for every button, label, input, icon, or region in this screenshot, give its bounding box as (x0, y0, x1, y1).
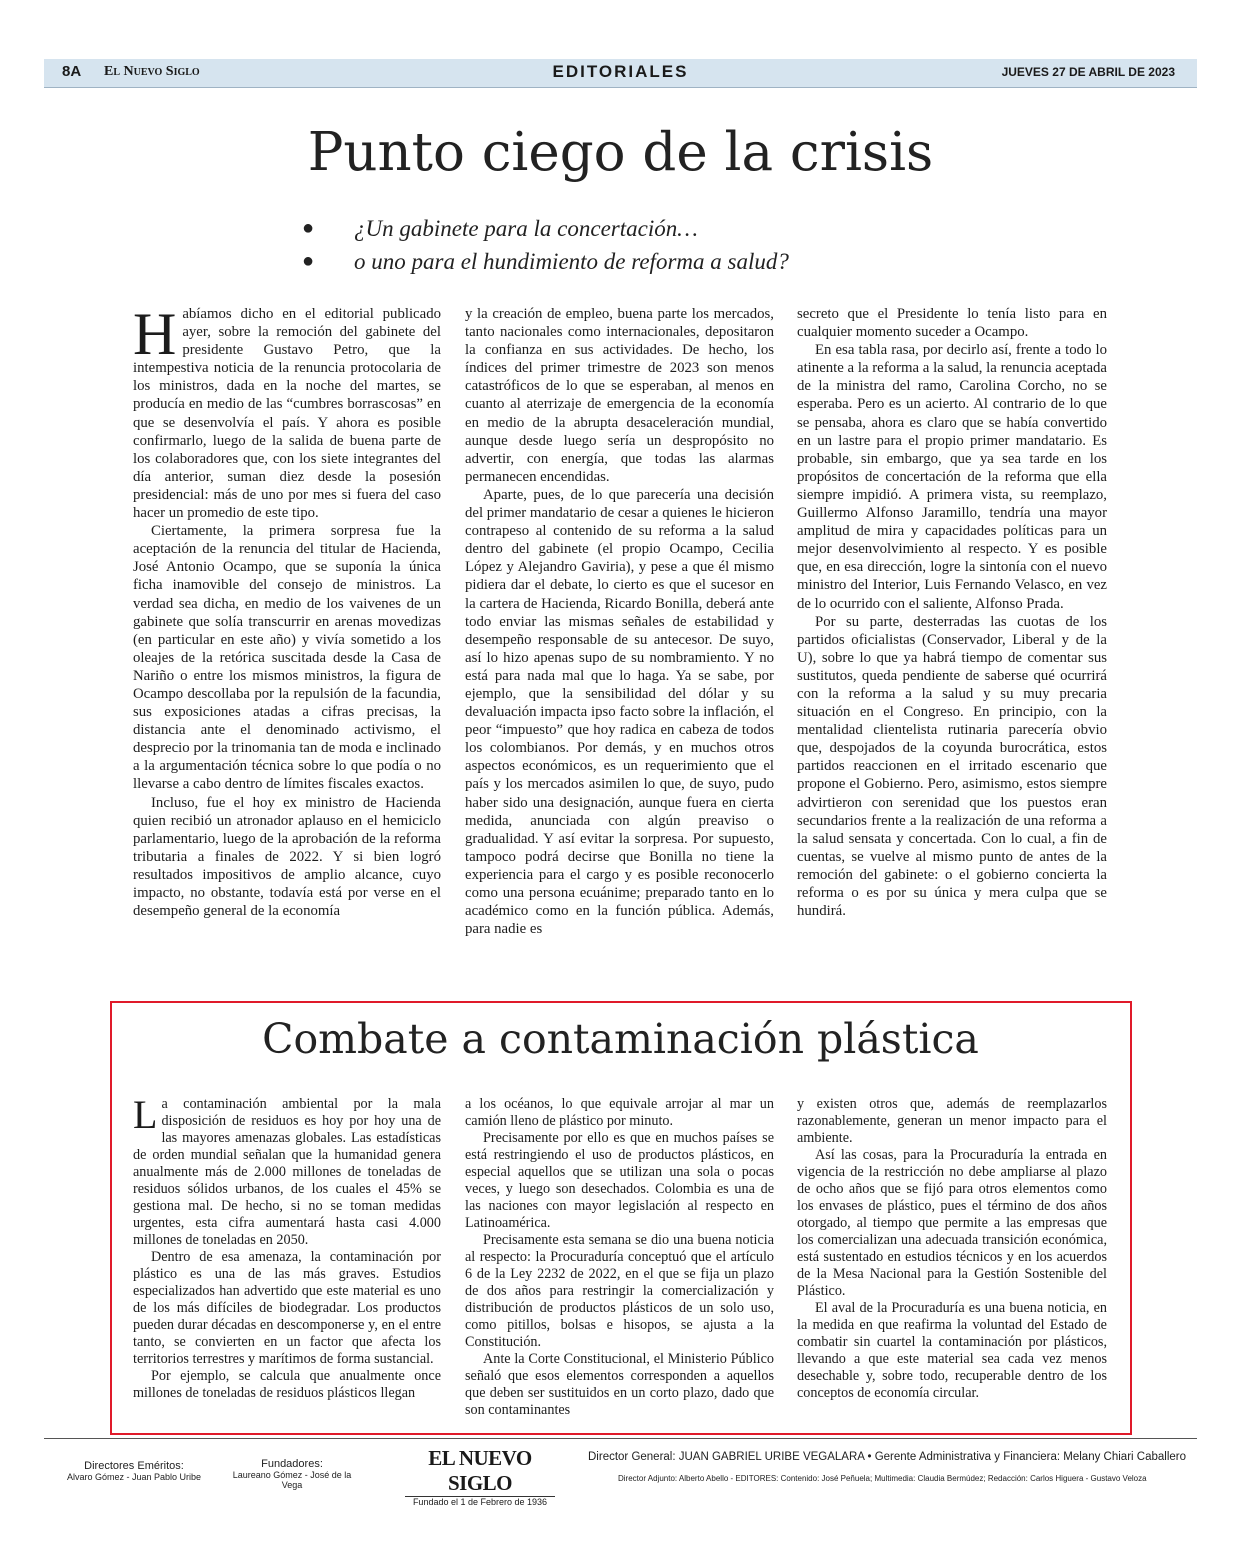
paragraph: Precisamente por ello es que en muchos países se está restringiendo el uso de productos plásticos, en especial aquellos que se utilizan una sola o pocas veces, y luego son desechados. Colombia es una de las naciones con mayor legislación al respecto en Latinoamérica. (465, 1130, 774, 1231)
editorial1-title: Punto ciego de la crisis (307, 122, 934, 183)
editorial1-column-2 (465, 305, 774, 938)
paragraph: Por su parte, desterradas las cuotas de los partidos oficialistas (Conservador, Liberal y de la U), sobre lo que ya habrá tiempo de comentar sus sustitutos, queda pendiente de saberse qué ocurrirá con la reforma a la salud y su muy precaria situación en el Congreso. En principio, con la mentalidad clientelista rutinaria parecería obvio que, despojados de la coyunda burocrática, estos partidos reaccionen en el irritado escenario que propone el Gobierno. Pero, asimismo, estos siempre advirtieron con serenidad que los puestos eran secundarios frente a la realización de una reforma a la salud sensata y concertada. Con lo cual, a fin de cuentas, se vuelve al mismo punto de antes de la remoción del gabinete: o el gobierno concierta la reforma o es por su única y mera culpa que se hundirá. (797, 613, 1107, 920)
staff-line: Director Adjunto: Alberto Abello - EDITORES: Contenido: José Peñuela; Multimedia: Claudia Bermúdez; Redacción: Carlos Higuera - Gustavo Veloza (618, 1474, 1147, 1483)
footer-founders (222, 1458, 362, 1490)
issue-date: JUEVES 27 DE ABRIL DE 2023 (1001, 65, 1175, 79)
founders-names: Laureano Gómez - José de la Vega (232, 1470, 352, 1490)
paragraph: a los océanos, lo que equivale arrojar al mar un camión lleno de plástico por minuto. (465, 1096, 774, 1129)
paragraph: Por ejemplo, se calcula que anualmente once millones de toneladas de residuos plásticos llegan (133, 1368, 441, 1401)
masthead-logo (405, 1446, 555, 1507)
paragraph: y la creación de empleo, buena parte los mercados, tanto nacionales como internacionales, depositaron la confianza en sus actividades. De hecho, los índices del primer trimestre de 2023 son menos catastróficos de lo que se esperaban, al menos en cuanto al aterrizaje de emergencia de la economía en medio de la abrupta desaceleración mundial, aunque desde luego sería un despropósito no advertir, con energía, que todas las alarmas permanecen encendidas. (465, 306, 774, 485)
emeritus-label: Directores Eméritos: (84, 1460, 184, 1472)
subhead-1: ● ¿Un gabinete para la concertación… (302, 212, 789, 245)
editorial1-column-3 (797, 305, 1107, 920)
director-line: Director General: JUAN GABRIEL URIBE VEGALARA • Gerente Administrativa y Financiera: Melany Chiari Caballero (588, 1451, 1186, 1463)
footer-emeritus (54, 1460, 214, 1482)
paragraph: Así las cosas, para la Procuraduría la entrada en vigencia de la restricción no debe ampliarse al plazo de ocho años que se fijó para otros elementos como los envases de plástico, pues el término de dos años otorgado, al tiempo que permite a las empresas que los comercializan una adecuada transición económica, está sustentado en estudios técnicos y en los acuerdos de la Mesa Nacional para la Gestión Sostenible del Plástico. (797, 1147, 1107, 1299)
paragraph: El aval de la Procuraduría es una buena noticia, en la medida en que reafirma la voluntad del Estado de combatir sin cuartel la contaminación por plásticos, llevando a que este material sea cada vez menos desechable y, sobre todo, recuperable dentro de los conceptos de economía circular. (797, 1300, 1107, 1401)
footer-rule (44, 1438, 1197, 1439)
header-brand: El Nuevo Siglo (104, 64, 200, 79)
founders-label: Fundadores: (261, 1458, 323, 1470)
editorial2-title: Combate a contaminación plástica (262, 1015, 979, 1063)
editorial2-column-3 (797, 1096, 1107, 1402)
editorial1-column-1 (133, 301, 441, 920)
paragraph: abíamos dicho en el editorial publicado ayer, sobre la remoción del gabinete del presidente Gustavo Petro, que la intempestiva noticia de la renuncia protocolaria de los ministros, dada en la noche del martes, se producía en medio de las “cumbres borrascosas” en que se desenvolvía el país. Y ahora es posible confirmarlo, luego de la salida de buena parte de los colaboradores que, con los siete integrantes del día anterior, suman diez desde la posesión presidencial: más de uno por mes si fuera del caso hacer un promedio de este tipo. (133, 306, 441, 522)
editorial1-subheads (302, 212, 789, 278)
founded-date: Fundado el 1 de Febrero de 1936 (405, 1496, 555, 1507)
dropcap: L (133, 1092, 158, 1137)
paragraph: y existen otros que, además de reemplazarlos razonablemente, generan un menor impacto para el ambiente. (797, 1096, 1107, 1146)
masthead-name: EL NUEVO SIGLO (428, 1446, 532, 1495)
paragraph: Aparte, pues, de lo que parecería una decisión del primer mandatario de cesar a quienes le hicieron contrapeso al contenido de su reforma a la salud dentro del gabinete (el propio Ocampo, Cecilia López y Alejandro Gaviria), y pese a que él mismo pidiera dar el debate, lo cierto es que el sucesor en la cartera de Hacienda, Ricardo Bonilla, deberá ante todo enviar las mismas señales de estabilidad y desempeño responsable de su antecesor. De suyo, así lo hizo apenas supo de su nombramiento. Y no está para nada mal que lo haga. Ya se sabe, por ejemplo, que la sensibilidad del dólar y su devaluación impacta ipso facto sobre la inflación, el peor “impuesto” que hoy radica en cabeza de todos los colombianos. Por demás, y en muchos otros aspectos económicos, es un requerimiento que el país y los mercados asimilen lo que, de suyo, pudo haber sido una designación, aunque fuera en cierta medida, anunciada con algún preaviso o gradualidad. Y así evitar la sorpresa. Por supuesto, tampoco podrá decirse que Bonilla no tiene la experiencia para el cargo y es posible reconocerlo como una persona ecuánime; preparado tanto en lo académico como en la función pública. Además, para nadie es (465, 486, 774, 938)
dropcap: H (133, 301, 177, 367)
emeritus-names: Alvaro Gómez - Juan Pablo Uribe (66, 1472, 202, 1482)
page-number: 8A (62, 63, 82, 80)
paragraph: Ante la Corte Constitucional, el Ministerio Público señaló que esos elementos corresponden a aquellos que deben ser sustituidos en un corto plazo, dado que son contaminantes (465, 1351, 774, 1418)
editorial2-column-2 (465, 1096, 774, 1419)
paragraph: Ciertamente, la primera sorpresa fue la aceptación de la renuncia del titular de Hacienda, José Antonio Ocampo, que se suponía la única ficha inamovible del consejo de ministros. La verdad sea dicha, en medio de los vaivenes de un gabinete que solía transcurrir en arenas movedizas (en particular en este año) y vivía sometido a los oleajes de la retórica suscitada desde la Casa de Nariño o entre los mismos ministros, la figura de Ocampo descollaba por la repulsión de la facundia, sus exposiciones atadas a cifras precisas, la distancia ante el denominado activismo, el desprecio por la trinomania tan de moda e inclinado a la argumentación técnica sobre lo que podía o no llevarse a cabo dentro de límites fiscales exactos. (133, 523, 441, 793)
section-title: EDITORIALES (552, 62, 689, 81)
paragraph: Precisamente esta semana se dio una buena noticia al respecto: la Procuraduría conceptuó que el artículo 6 de la Ley 2232 de 2022, en el que se fija un plazo de dos años para restringir la comercialización y distribución de productos plásticos de un solo uso, como pitillos, bolsas e hisopos, se ajusta a la Constitución. (465, 1232, 774, 1350)
paragraph: a contaminación ambiental por la mala disposición de residuos es hoy por hoy una de las mayores amenazas globales. Las estadísticas de orden mundial señalan que la humanidad genera anualmente más de 2.000 millones de toneladas de residuos sólidos urbanos, de los cuales el 45% se gestiona mal. De hecho, si no se toman medidas urgentes, esta cifra aumentará hasta casi 4.000 millones de toneladas en 2050. (133, 1096, 441, 1248)
header-bar (44, 59, 1197, 88)
paragraph: secreto que el Presidente lo tenía listo para en cualquier momento suceder a Ocampo. (797, 306, 1107, 341)
paragraph: Dentro de esa amenaza, la contaminación por plástico es una de las más graves. Estudios especializados han advertido que este material es uno de los más difíciles de biodegradar. Los productos pueden durar décadas en descomponerse y, en el entre tanto, se convierten en un factor que afecta los territorios terrestres y marítimos de forma sustancial. (133, 1249, 441, 1367)
editorial2-column-1 (133, 1092, 441, 1402)
paragraph: Incluso, fue el hoy ex ministro de Hacienda quien recibió un atronador aplauso en el hemiciclo parlamentario, luego de la aprobación de la reforma tributaria a finales de 2022. Y si bien logró resultados impositivos de amplio alcance, cuyo impacto, no obstante, todavía está por verse en el desempeño general de la economía (133, 794, 441, 920)
subhead-2: ● o uno para el hundimiento de reforma a salud? (302, 245, 789, 278)
paragraph: En esa tabla rasa, por decirlo así, frente a todo lo atinente a la reforma a la salud, la renuncia aceptada de la ministra del ramo, Carolina Corcho, no se esperaba. Pero es un acierto. Al contrario de lo que se pensaba, ahora es claro que se había convertido en un lastre para el propio primer mandatario. Es probable, sin embargo, que ya sea tarde en los propósitos de concertación de la reforma que ella siempre impidió. A primera vista, su reemplazo, Guillermo Alfonso Jaramillo, tendría una mayor amplitud de mira y capacidades políticas para un mejor desenvolvimiento al respecto. Y es posible que, en esa dirección, logre la sintonía con el nuevo ministro del Interior, Luis Fernando Velasco, en vez de lo ocurrido con el saliente, Alfonso Prada. (797, 342, 1107, 612)
